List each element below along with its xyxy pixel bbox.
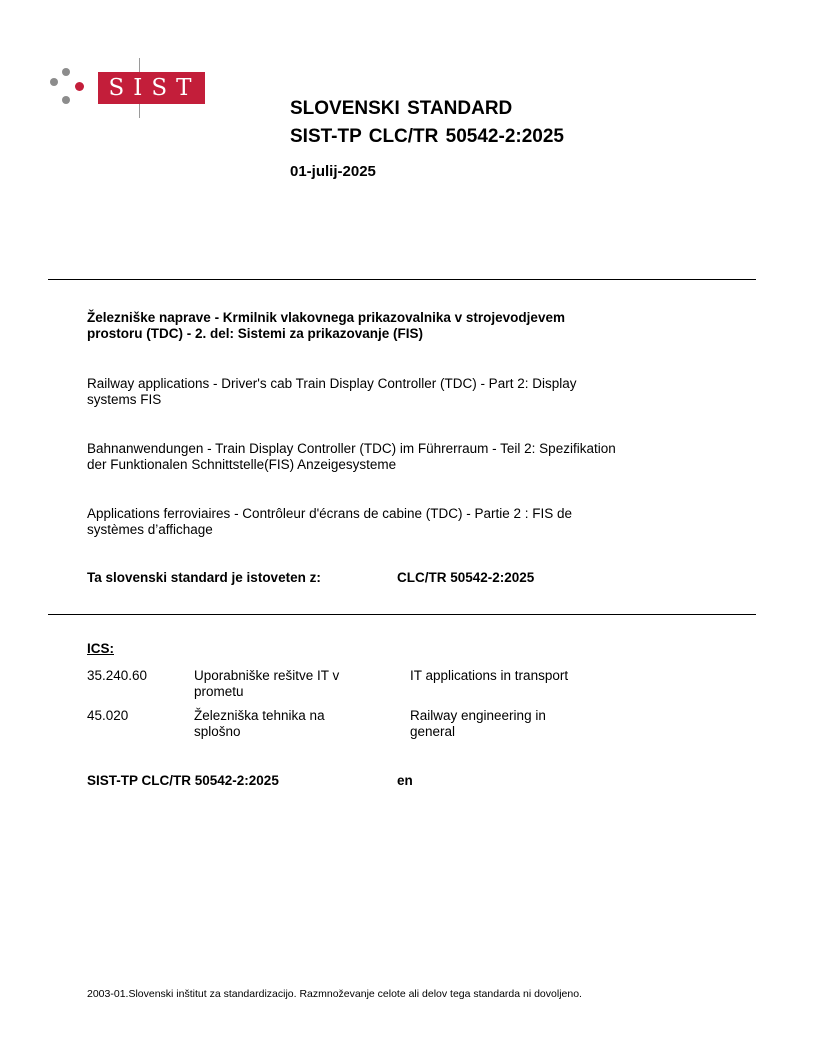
reference-language: en xyxy=(397,773,413,788)
title-fr-line1: Applications ferroviaires - Contrôleur d'écrans de cabine (TDC) - Partie 2 : FIS de xyxy=(87,506,573,521)
bottom-rule xyxy=(48,614,756,615)
title-french xyxy=(87,506,737,538)
ics-en-line1: IT applications in transport xyxy=(410,668,569,683)
title-fr-line2: systèmes d’affichage xyxy=(87,522,213,537)
standard-date: 01-julij-2025 xyxy=(290,163,376,180)
ics-sl-description xyxy=(194,708,384,740)
ics-code: 45.020 xyxy=(87,708,129,723)
copyright-footer: 2003-01.Slovenski inštitut za standardizacijo. Razmnoževanje celote ali delov tega standarda ni dovoljeno. xyxy=(87,988,582,1000)
top-rule xyxy=(48,279,756,280)
ics-code: 35.240.60 xyxy=(87,668,148,683)
ics-en-line2: general xyxy=(410,724,456,739)
title-en-line2: systems FIS xyxy=(87,392,162,407)
ics-sl-line2: prometu xyxy=(194,684,244,699)
title-english xyxy=(87,376,737,408)
title-sl-line1: Železniške naprave - Krmilnik vlakovnega prikazovalnika v strojevodjevem xyxy=(87,310,565,325)
standard-heading xyxy=(290,95,564,151)
ics-sl-line1: Železniška tehnika na xyxy=(194,708,325,723)
title-de-line1: Bahnanwendungen - Train Display Controller (TDC) im Führerraum - Teil 2: Spezifikation xyxy=(87,441,616,456)
ics-heading: ICS: xyxy=(87,641,114,656)
ics-row xyxy=(87,708,737,742)
logo-dots-icon xyxy=(48,66,82,110)
reference-code: SIST-TP CLC/TR 50542-2:2025 xyxy=(87,773,279,788)
ics-sl-description xyxy=(194,668,384,700)
sist-logo xyxy=(48,58,208,120)
ics-sl-line1: Uporabniške rešitve IT v xyxy=(194,668,340,683)
title-sl-line2: prostoru (TDC) - 2. del: Sistemi za prikazovanje (FIS) xyxy=(87,326,424,341)
ics-en-description xyxy=(410,668,610,684)
standard-number: SIST-TP CLC/TR 50542-2:2025 xyxy=(290,126,564,147)
ics-en-line1: Railway engineering in xyxy=(410,708,546,723)
title-de-line2: der Funktionalen Schnittstelle(FIS) Anzeigesysteme xyxy=(87,457,397,472)
standard-type: SLOVENSKI STANDARD xyxy=(290,98,513,119)
ics-sl-line2: splošno xyxy=(194,724,241,739)
ics-row xyxy=(87,668,737,702)
logo-text: SIST xyxy=(98,72,205,104)
identical-label: Ta slovenski standard je istoveten z: xyxy=(87,570,321,585)
identical-value: CLC/TR 50542-2:2025 xyxy=(397,570,535,585)
ics-en-description xyxy=(410,708,610,740)
title-german xyxy=(87,441,737,473)
title-en-line1: Railway applications - Driver's cab Train Display Controller (TDC) - Part 2: Display xyxy=(87,376,577,391)
title-slovenian xyxy=(87,310,737,342)
